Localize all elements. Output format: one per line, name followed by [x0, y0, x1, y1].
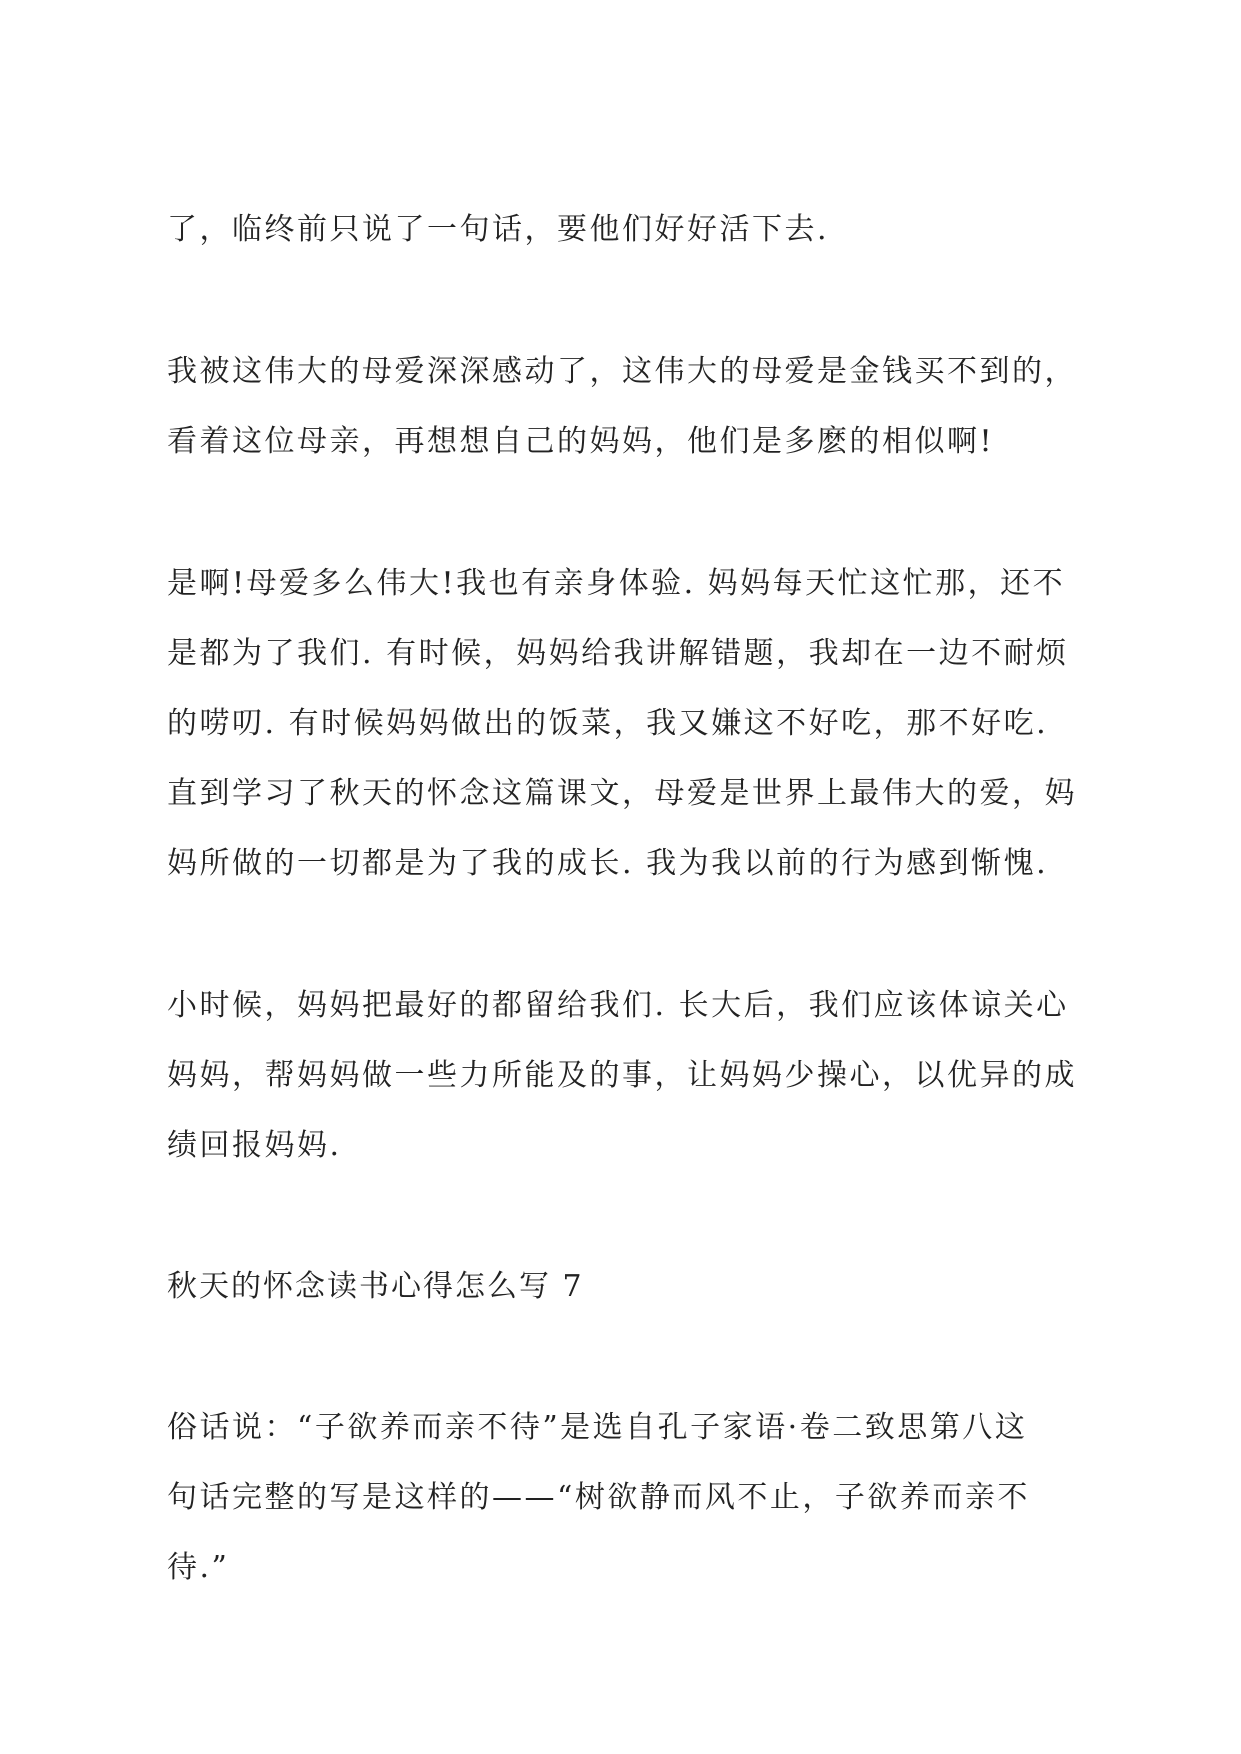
paragraph-5-line-1: 俗话说：“子欲养而亲不待”是选自孔子家语·卷二致思第八这	[167, 1410, 1028, 1445]
paragraph-4-line-3: 绩回报妈妈.	[167, 1128, 342, 1163]
paragraph-3-line-1: 是啊!母爱多么伟大!我也有亲身体验. 妈妈每天忙这忙那，还不	[167, 566, 1066, 601]
paragraph-4-line-1: 小时候，妈妈把最好的都留给我们. 长大后，我们应该体谅关心	[167, 988, 1069, 1023]
paragraph-3-line-5: 妈所做的一切都是为了我的成长. 我为我以前的行为感到惭愧.	[167, 846, 1049, 881]
paragraph-3-line-3: 的唠叨. 有时候妈妈做出的饭菜，我又嫌这不好吃，那不好吃.	[167, 706, 1049, 741]
paragraph-3-line-2: 是都为了我们. 有时候，妈妈给我讲解错题，我却在一边不耐烦	[167, 636, 1069, 671]
paragraph-1-line-1: 了，临终前只说了一句话，要他们好好活下去.	[167, 212, 830, 247]
paragraph-2-line-2: 看着这位母亲，再想想自己的妈妈，他们是多麽的相似啊!	[167, 424, 995, 459]
paragraph-3-line-4: 直到学习了秋天的怀念这篇课文，母爱是世界上最伟大的爱，妈	[167, 776, 1077, 811]
paragraph-5-line-2: 句话完整的写是这样的——“树欲静而风不止，子欲养而亲不	[167, 1480, 1030, 1515]
paragraph-5-line-3: 待.”	[167, 1550, 230, 1585]
paragraph-4-line-2: 妈妈，帮妈妈做一些力所能及的事，让妈妈少操心，以优异的成	[167, 1058, 1077, 1093]
paragraph-2-line-1: 我被这伟大的母爱深深感动了，这伟大的母爱是金钱买不到的，	[167, 354, 1077, 389]
section-heading: 秋天的怀念读书心得怎么写 7	[167, 1269, 584, 1304]
